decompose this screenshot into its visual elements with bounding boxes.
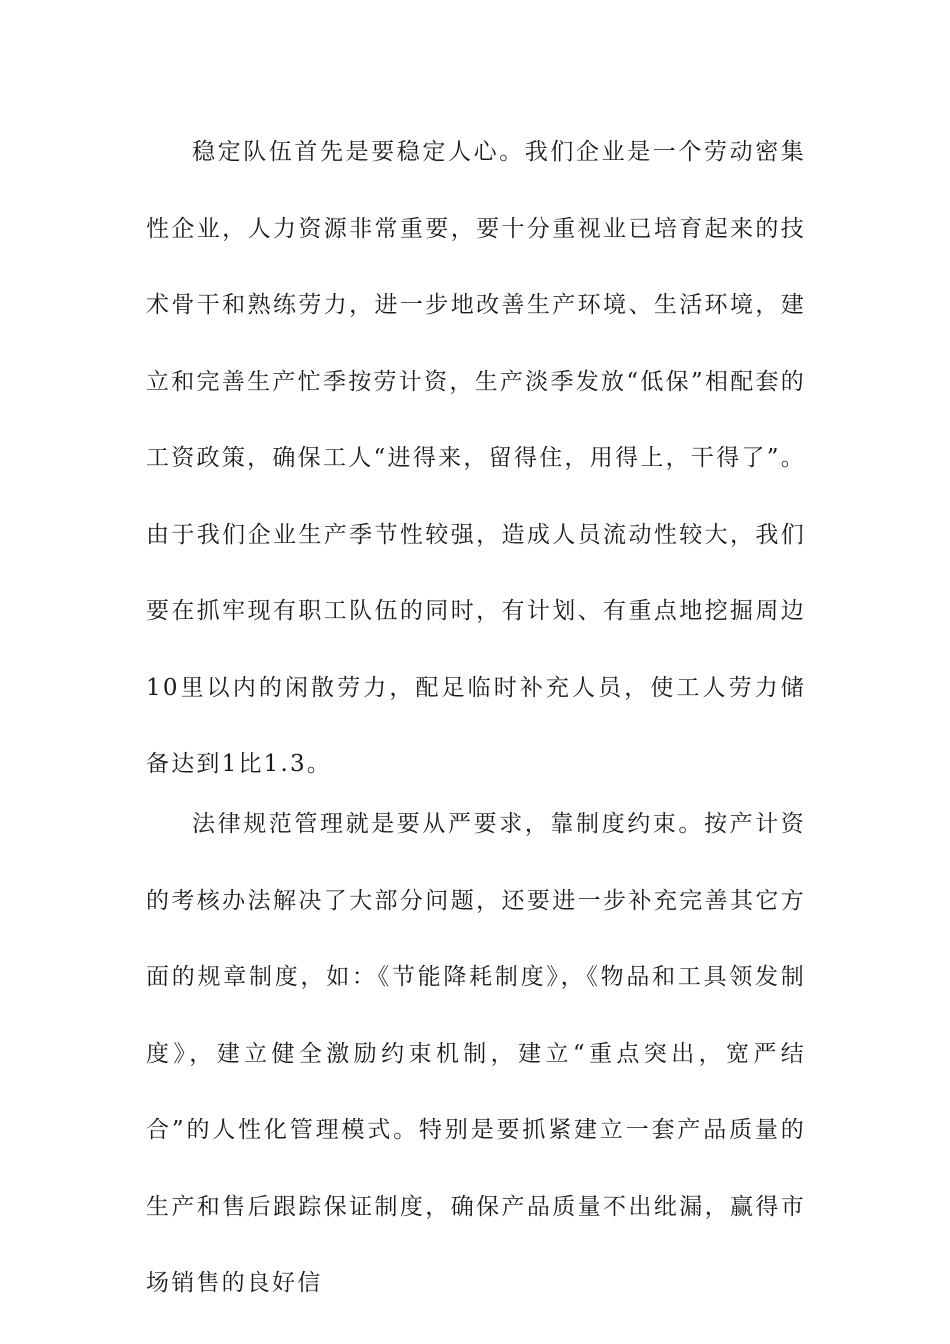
paragraph-regulation-management: 法律规范管理就是要从严要求，靠制度约束。按产计资的考核办法解决了大部分问题，还要进一步补充完善其它方面的规章制度，如：《节能降耗制度》，《物品和工具领发制度》，建立健全激励约束机制，建立“重点突出，宽严结合”的人性化管理模式。特别是要抓紧建立一套产品质量的生产和售后跟踪保证制度，确保产品质量不出纰漏，赢得市场销售的良好信	[146, 811, 806, 1296]
paragraph-team-stability: 稳定队伍首先是要稳定人心。我们企业是一个劳动密集性企业，人力资源非常重要，要十分重视业已培育起来的技术骨干和熟练劳力，进一步地改善生产环境、生活环境，建立和完善生产忙季按劳计资，生产淡季发放“低保”相配套的工资政策，确保工人“进得来，留得住，用得上，干得了”。由于我们企业生产季节性较强，造成人员流动性较大，我们要在抓牢现有职工队伍的同时，有计划、有重点地挖掘周边10里以内的闲散劳力，配足临时补充人员，使工人劳力储备达到1比1.3。	[146, 139, 806, 777]
